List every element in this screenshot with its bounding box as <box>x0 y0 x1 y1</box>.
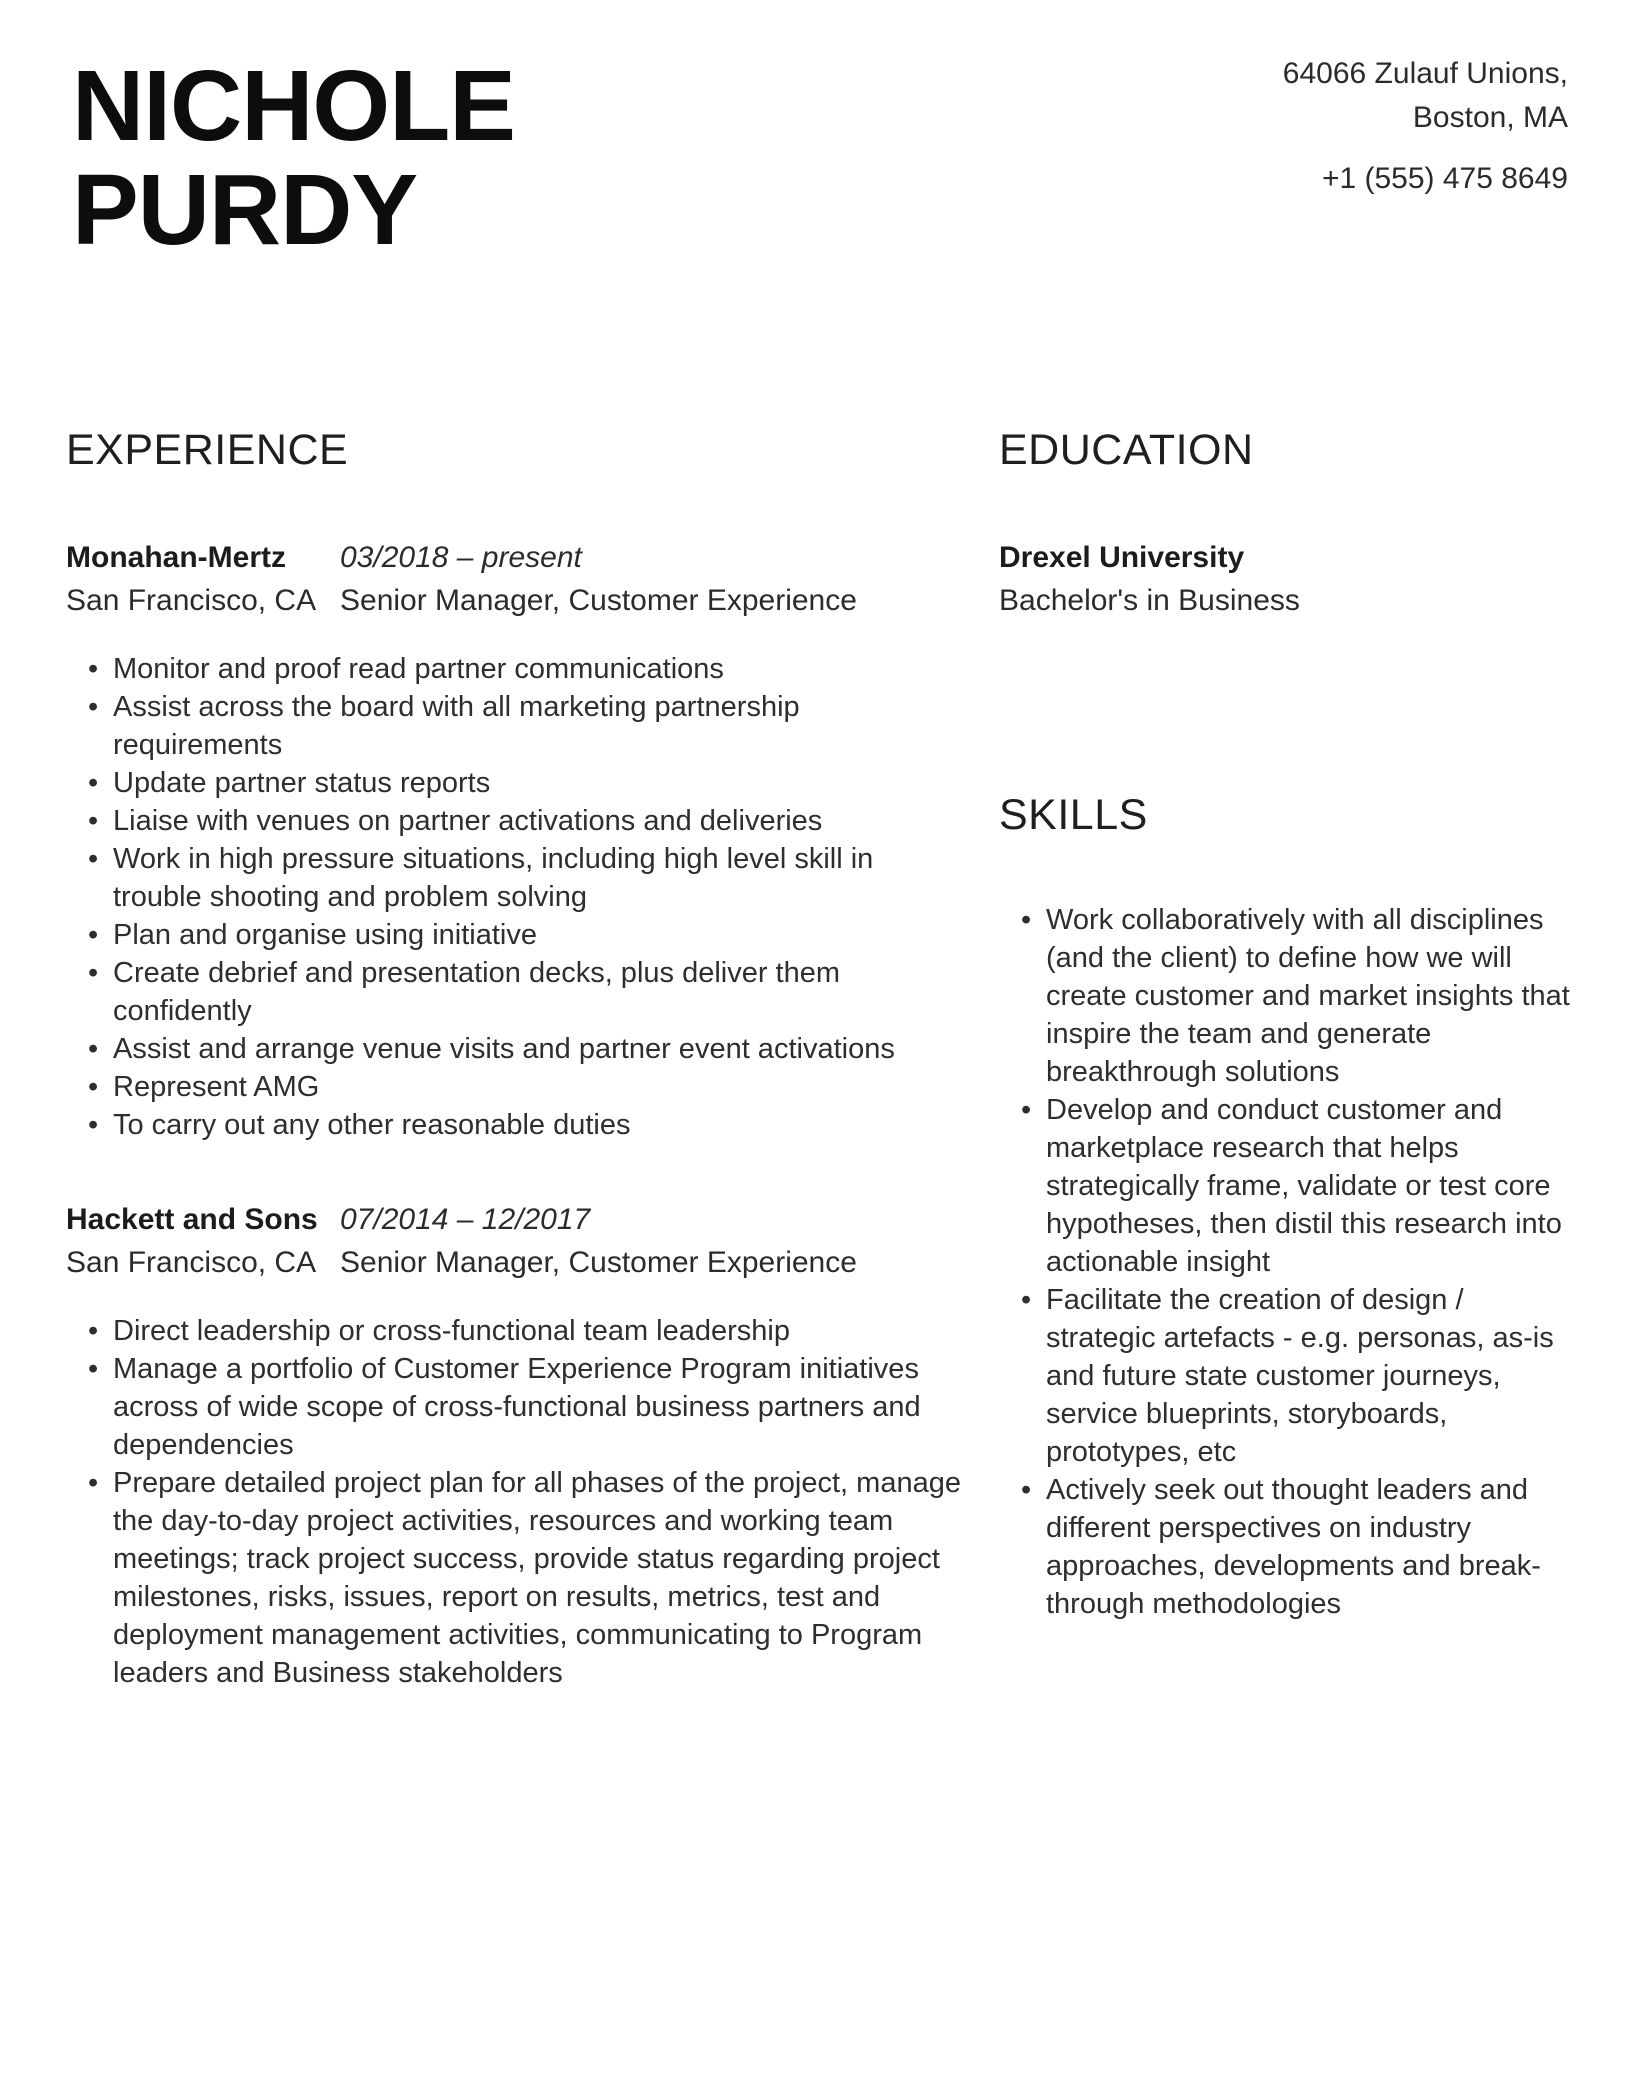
bullet-item: • Assist and arrange venue visits and partner event activations <box>66 1030 967 1068</box>
experience-section <box>66 428 967 1746</box>
contact-phone: +1 (555) 475 8649 <box>1321 162 1568 195</box>
bullet-item: • Plan and organise using initiative <box>66 916 967 954</box>
skills-section <box>999 793 1576 1623</box>
education-heading: EDUCATION <box>999 426 1254 474</box>
contact-address-line1: 64066 Zulauf Unions, <box>1282 57 1568 90</box>
job-title: Senior Manager, Customer Experience <box>340 584 857 617</box>
bullet-item: • Monitor and proof read partner communications <box>66 650 967 688</box>
bullet-item: • Liaise with venues on partner activations and deliveries <box>66 802 967 840</box>
job-header <box>66 536 967 622</box>
skills-heading: SKILLS <box>999 791 1148 839</box>
bullet-item: • Update partner status reports <box>66 764 967 802</box>
experience-heading: EXPERIENCE <box>66 426 349 474</box>
company-name: Monahan-Mertz <box>66 541 286 574</box>
school-name: Drexel University <box>999 541 1245 574</box>
bullet-item: • Work in high pressure situations, including high level skill in trouble shooting and problem solving <box>66 840 967 916</box>
person-name: NICHOLE PURDY <box>72 50 515 266</box>
job-header <box>66 1198 967 1284</box>
bullet-item: • To carry out any other reasonable duties <box>66 1106 967 1144</box>
degree-name: Bachelor's in Business <box>999 584 1300 617</box>
bullet-item: • Work collaboratively with all disciplines (and the client) to define how we will create customer and market insights that inspire the team and generate breakthrough solutions <box>999 901 1576 1091</box>
bullet-item: • Represent AMG <box>66 1068 967 1106</box>
bullet-item: • Create debrief and presentation decks, plus deliver them confidently <box>66 954 967 1030</box>
job-location: San Francisco, CA <box>66 584 317 617</box>
job-bullet-list <box>66 1312 967 1692</box>
job-entry-hackett-and-sons <box>66 1198 967 1692</box>
bullet-item: • Manage a portfolio of Customer Experience Program initiatives across of wide scope of cross-functional business partners and dependencies <box>66 1350 967 1464</box>
job-dates: 03/2018 – present <box>340 541 582 574</box>
bullet-item: • Develop and conduct customer and marketplace research that helps strategically frame, validate or test core hypotheses, then distil this research into actionable insight <box>999 1091 1576 1281</box>
company-name: Hackett and Sons <box>66 1203 318 1236</box>
bullet-item: • Direct leadership or cross-functional team leadership <box>66 1312 967 1350</box>
right-column <box>999 428 1576 1623</box>
contact-block <box>1283 52 1568 201</box>
bullet-item: • Prepare detailed project plan for all phases of the project, manage the day-to-day project activities, resources and working team meetings; track project success, provide status regarding project milestones, risks, issues, report on results, metrics, test and deployment management activities, communicating to Program leaders and Business stakeholders <box>66 1464 967 1692</box>
education-section <box>999 428 1576 622</box>
bullet-item: • Actively seek out thought leaders and different perspectives on industry approaches, developments and break-through methodologies <box>999 1471 1576 1623</box>
job-entry-monahan-mertz <box>66 536 967 1144</box>
bullet-item: • Assist across the board with all marketing partnership requirements <box>66 688 967 764</box>
job-title: Senior Manager, Customer Experience <box>340 1246 857 1279</box>
bullet-item: • Facilitate the creation of design / strategic artefacts - e.g. personas, as-is and future state customer journeys, service blueprints, storyboards, prototypes, etc <box>999 1281 1576 1471</box>
contact-address-line2: Boston, MA <box>1412 101 1568 134</box>
job-bullet-list <box>66 650 967 1144</box>
skills-bullet-list <box>999 901 1576 1623</box>
job-dates: 07/2014 – 12/2017 <box>340 1203 591 1236</box>
job-location: San Francisco, CA <box>66 1246 317 1279</box>
